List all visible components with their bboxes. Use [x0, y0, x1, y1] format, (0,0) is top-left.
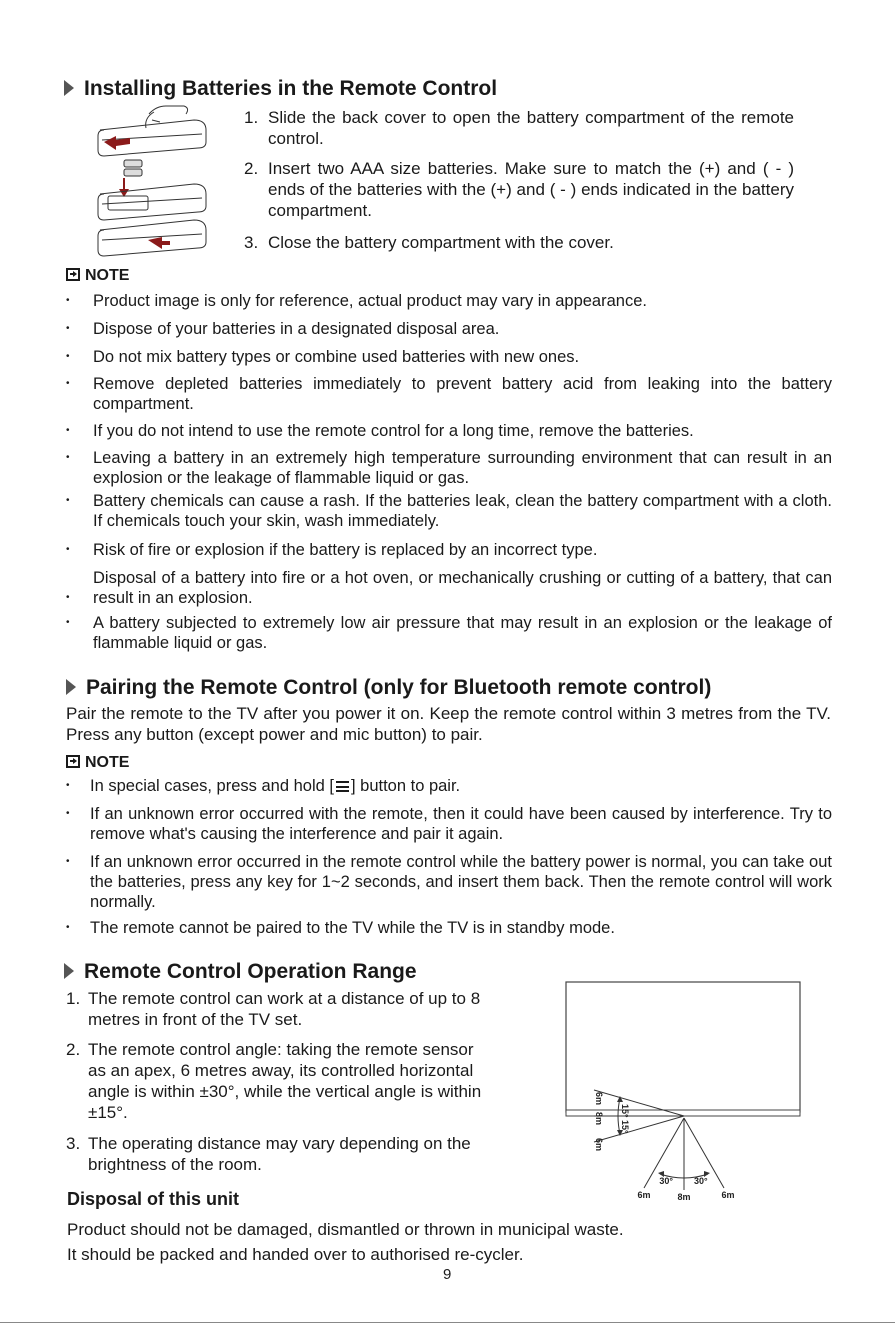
bullet-dot: •: [66, 592, 70, 603]
step-text: Slide the back cover to open the battery compartment of the remote control.: [268, 108, 794, 148]
close-arrow-icon: [148, 237, 170, 249]
step-number: 1.: [244, 108, 259, 127]
page-bottom-rule: [0, 1322, 895, 1323]
bullet-dot: •: [66, 351, 70, 362]
bullet-text: Disposal of a battery into fire or a hot oven, or mechanically crushing or cutting of a battery, that can result in an explosion.: [93, 569, 832, 607]
bullet-dot: •: [66, 425, 70, 436]
note-bullet: [66, 918, 832, 938]
bullet-dot: •: [66, 544, 70, 555]
step-text: Insert two AAA size batteries. Make sure to match the (+) and ( - ) ends of the batteries with the (+) and ( - ) ends indicated in the battery compartment.: [268, 159, 794, 220]
operation-range-diagram: [560, 978, 810, 1208]
bullet-text: If an unknown error occurred in the remote control while the battery power is normal, you can take out the batteries, press any key for 1~2 seconds, and insert them back. Then the remote control will work normally.: [90, 853, 832, 911]
bullet-dot: •: [66, 617, 70, 628]
remote-battery-illustration: [94, 100, 214, 262]
note-heading: [66, 753, 129, 773]
bullet-dot: •: [66, 378, 70, 389]
note-icon: [66, 268, 80, 281]
section-arrow-icon: [64, 963, 74, 979]
range-item-2: [66, 1039, 496, 1123]
note-bullet: [66, 540, 832, 560]
battery-step-2: [244, 158, 794, 221]
battery-step-1: [244, 107, 794, 149]
note-bullet: [66, 448, 832, 488]
bullet-text: If an unknown error occurred with the remote, then it could have been caused by interference. Try to remove what's causing the interference and pair it again.: [90, 805, 832, 843]
note-bullet: [66, 804, 832, 844]
bullet-dot: •: [66, 856, 70, 867]
bullet-text: The remote cannot be paired to the TV while the TV is in standby mode.: [90, 919, 615, 937]
section-arrow-icon: [66, 679, 76, 695]
section-range-title: [64, 960, 417, 984]
section-installing-batteries-title: [64, 77, 497, 101]
note-label: NOTE: [85, 754, 130, 771]
bullet-text: Product image is only for reference, actual product may vary in appearance.: [93, 292, 647, 310]
note-icon: [66, 755, 80, 768]
bullet-text: Dispose of your batteries in a designated disposal area.: [93, 320, 500, 338]
section-pairing-title: [66, 676, 711, 700]
label-h-mid: 8m: [677, 1192, 691, 1202]
bullet-text: A battery subjected to extremely low air pressure that may result in an explosion or the leakage of flammable liquid or gas.: [93, 614, 832, 652]
range-item-1: [66, 988, 496, 1030]
label-angle-left: 30°: [659, 1176, 673, 1186]
note-bullet: [66, 319, 832, 339]
bullet-dot: •: [66, 495, 70, 506]
note-heading: [66, 266, 129, 286]
label-v-bot: 6m: [594, 1138, 604, 1152]
bullet-dot: •: [66, 323, 70, 334]
section-title-text: Pairing the Remote Control (only for Bluetooth remote control): [86, 676, 712, 699]
section-title-text: Remote Control Operation Range: [84, 960, 417, 983]
note-bullet: [66, 291, 832, 311]
bullet-text: Remove depleted batteries immediately to prevent battery acid from leaking into the battery compartment.: [93, 375, 832, 413]
label-v-mid: 8m: [594, 1112, 604, 1126]
bullet-dot: •: [66, 295, 70, 306]
item-number: 3.: [66, 1134, 81, 1153]
disposal-line-1: Product should not be damaged, dismantled or thrown in municipal waste.: [67, 1220, 624, 1239]
label-angle-right: 30°: [694, 1176, 708, 1186]
note-bullet: [66, 613, 832, 653]
section-arrow-icon: [64, 80, 74, 96]
item-number: 2.: [66, 1040, 81, 1059]
horizontal-range-lines: [644, 1118, 724, 1190]
remote-open-compartment-icon: [98, 184, 206, 220]
pairing-intro: Pair the remote to the TV after you power it on. Keep the remote control within 3 metres from the TV. Press any button (except power and mic button) to pair.: [66, 704, 831, 744]
bullet-text-after: ] button to pair.: [350, 777, 461, 795]
bullet-dot: •: [66, 922, 70, 933]
disposal-line-2: It should be packed and handed over to authorised re-cycler.: [67, 1245, 524, 1264]
bullet-text: Leaving a battery in an extremely high temperature surrounding environment that can result in an explosion or the leakage of flammable liquid or gas.: [93, 449, 832, 487]
note-bullet: [66, 374, 832, 414]
menu-icon: [336, 781, 349, 792]
note-bullet: [66, 852, 832, 912]
aaa-batteries-icon: [124, 160, 142, 176]
bullet-dot: •: [66, 780, 70, 791]
bullet-text: Risk of fire or explosion if the battery is replaced by an incorrect type.: [93, 541, 598, 559]
bullet-dot: •: [66, 452, 70, 463]
label-angle-down: 15°: [620, 1120, 630, 1134]
step-number: 2.: [244, 159, 259, 178]
item-text: The operating distance may vary depending on the brightness of the room.: [88, 1134, 471, 1174]
bullet-text: Battery chemicals can cause a rash. If the batteries leak, clean the battery compartment with a cloth. If chemicals touch your skin, wash immediately.: [93, 492, 832, 530]
bullet-text: [90, 776, 832, 796]
remote-closed-cover-icon: [98, 220, 206, 256]
note-bullet: [66, 491, 832, 531]
note-label: NOTE: [85, 267, 130, 284]
bullet-text: Do not mix battery types or combine used batteries with new ones.: [93, 348, 580, 366]
step-text: Close the battery compartment with the cover.: [268, 233, 614, 252]
range-item-3: [66, 1133, 496, 1175]
label-h-left: 6m: [637, 1190, 651, 1200]
page-number: 9: [443, 1266, 452, 1283]
bullet-text: If you do not intend to use the remote control for a long time, remove the batteries.: [93, 422, 694, 440]
step-number: 3.: [244, 233, 259, 252]
label-v-top: 6m: [594, 1092, 604, 1106]
note-bullet: [66, 347, 832, 367]
item-text: The remote control angle: taking the remote sensor as an apex, 6 metres away, its controlled horizontal angle is within ±30°, while the vertical angle is within ±15°.: [88, 1040, 482, 1122]
bullet-dot: •: [66, 808, 70, 819]
label-h-right: 6m: [721, 1190, 735, 1200]
label-angle-up: 15°: [620, 1104, 630, 1118]
note-bullet: [66, 421, 832, 441]
section-title-text: Installing Batteries in the Remote Control: [84, 77, 498, 100]
bullet-text-before: In special cases, press and hold [: [90, 777, 334, 795]
note-bullet: [66, 568, 832, 608]
disposal-title: Disposal of this unit: [67, 1189, 240, 1209]
battery-step-3: [244, 232, 794, 253]
note-bullet: [66, 776, 832, 796]
item-number: 1.: [66, 989, 81, 1008]
item-text: The remote control can work at a distance of up to 8 metres in front of the TV set.: [88, 989, 481, 1029]
